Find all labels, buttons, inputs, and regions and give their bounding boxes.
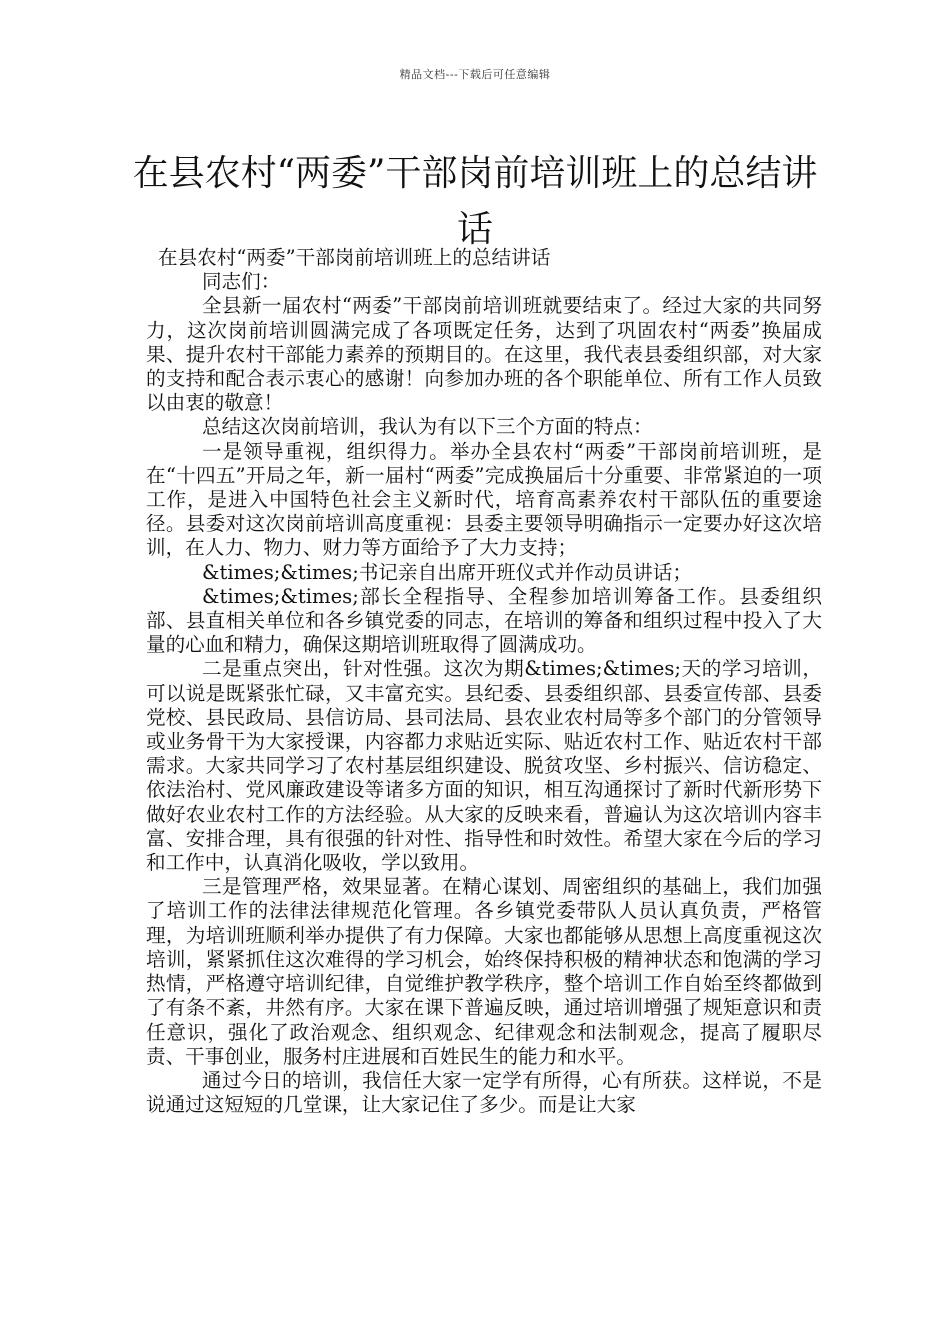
document-body [146, 246, 822, 1117]
paragraph: 三是管理严格，效果显著。在精心谋划、周密组织的基础上，我们加强了培训工作的法律法律规范化管理。各乡镇党委带队人员认真负责，严格管理，为培训班顺利举办提供了有力保障。大家也都能够从思想上高度重视这次培训，紧紧抓住这次难得的学习机会，始终保持积极的精神状态和饱满的学习热情，严格遵守培训纪律，自觉维护教学秩序，整个培训工作自始至终都做到了有条不紊，井然有序。大家在课下普遍反映，通过培训增强了规矩意识和责任意识，强化了政治观念、组织观念、纪律观念和法制观念，提高了履职尽责、干事创业，服务村庄进展和百姓民生的能力和水平。 [146, 875, 822, 1068]
paragraph: 通过今日的培训，我信任大家一定学有所得，心有所获。这样说，不是说通过这短短的几堂课，让大家记住了多少。而是让大家 [146, 1068, 822, 1117]
document-subtitle: 在县农村“两委”干部岗前培训班上的总结讲话 [158, 246, 551, 269]
paragraph: 总结这次岗前培训，我认为有以下三个方面的特点： [202, 415, 653, 439]
paragraph: &times;&times;书记亲自出席开班仪式并作动员讲话； [202, 560, 692, 584]
salutation: 同志们： [202, 270, 281, 294]
document-title: 在县农村“两委”干部岗前培训班上的总结讲话 [132, 153, 818, 251]
paragraph: 二是重点突出，针对性强。这次为期&times;&times;天的学习培训，可以说是既紧张忙碌，又丰富充实。县纪委、县委组织部、县委宣传部、县委党校、县民政局、县信访局、县司法局、县农业农村局等多个部门的分管领导或业务骨干为大家授课，内容都力求贴近实际、贴近农村工作、贴近农村干部需求。大家共同学习了农村基层组织建设、脱贫攻坚、乡村振兴、信访稳定、依法治村、党风廉政建设等诸多方面的知识，相互沟通探讨了新时代新形势下做好农业农村工作的方法经验。从大家的反映来看，普遍认为这次培训内容丰富、安排合理，具有很强的针对性、指导性和时效性。希望大家在今后的学习和工作中，认真消化吸收，学以致用。 [146, 657, 822, 875]
paragraph: 一是领导重视，组织得力。举办全县农村“两委”干部岗前培训班，是在“十四五”开局之年，新一届村“两委”完成换届后十分重要、非常紧迫的一项工作，是进入中国特色社会主义新时代，培育高素养农村干部队伍的重要途径。县委对这次岗前培训高度重视：县委主要领导明确指示一定要办好这次培训，在人力、物力、财力等方面给予了大力支持； [146, 439, 822, 560]
paragraph: &times;&times;部长全程指导、全程参加培训筹备工作。县委组织部、县直相关单位和各乡镇党委的同志，在培训的筹备和组织过程中投入了大量的心血和精力，确保这期培训班取得了圆满成功。 [146, 584, 822, 657]
header-note: 精品文档---下载后可任意编辑 [399, 68, 551, 81]
paragraph: 全县新一届农村“两委”干部岗前培训班就要结束了。经过大家的共同努力，这次岗前培训圆满完成了各项既定任务，达到了巩固农村“两委”换届成果、提升农村干部能力素养的预期目的。在这里，我代表县委组织部，对大家的支持和配合表示衷心的感谢！向参加办班的各个职能单位、所有工作人员致以由衷的敬意！ [146, 294, 822, 415]
